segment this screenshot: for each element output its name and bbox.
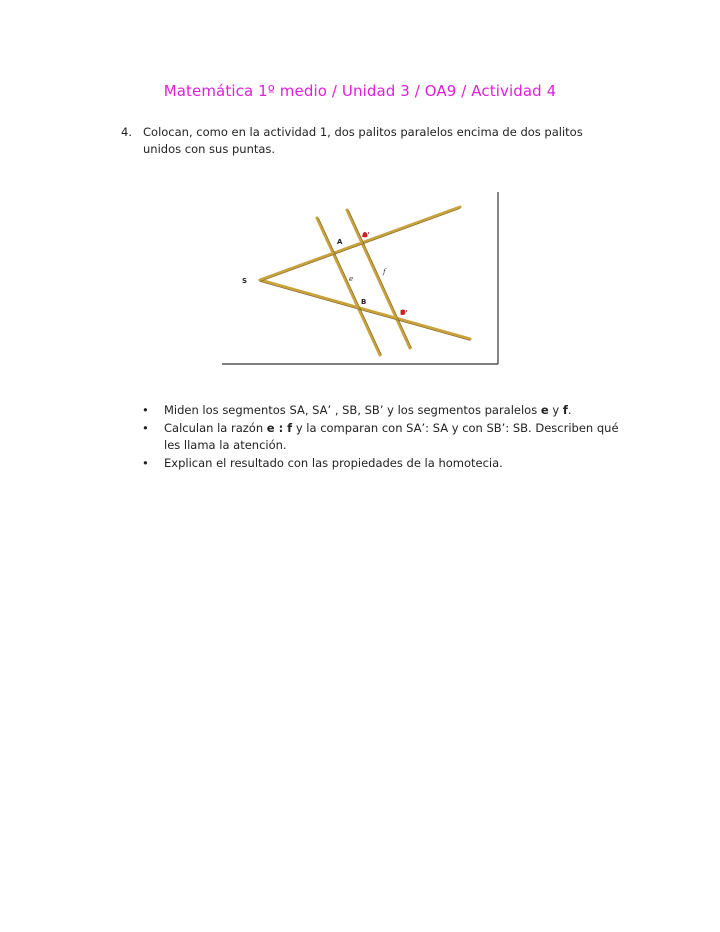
- page-title: Matemática 1º medio / Unidad 3 / OA9 / Actividad 4: [163, 82, 557, 100]
- bullet-text: Miden los segmentos SA, SA’ , SB, SB’ y los segmentos paralelos: [164, 403, 541, 417]
- label-b-prime: B': [400, 309, 408, 317]
- label-b: B: [361, 298, 367, 306]
- sticks: [260, 207, 470, 355]
- bullet-dot: •: [142, 456, 149, 470]
- label-a-prime: A': [362, 231, 370, 239]
- instructions-list: [140, 402, 620, 473]
- bold-f: f: [562, 403, 568, 417]
- bullet-dot: •: [142, 403, 149, 417]
- activity-item: [121, 124, 601, 158]
- label-a: A: [337, 238, 343, 246]
- label-s: S: [242, 277, 248, 285]
- label-e: e: [349, 275, 354, 283]
- bullet-text: y: [548, 403, 563, 417]
- bullet-dot: •: [142, 421, 149, 435]
- stick-lower: [260, 280, 470, 339]
- activity-number: 4.: [121, 125, 132, 139]
- bold-ratio: e : f: [266, 421, 293, 435]
- list-item: [140, 402, 620, 419]
- bullet-text: Calculan la razón: [164, 421, 267, 435]
- bullet-text: Explican el resultado con las propiedades de la homotecia.: [164, 456, 503, 470]
- stick-parallel-f: [347, 210, 410, 348]
- list-item: [140, 420, 620, 454]
- bullet-text: y la comparan con SA’: SA y con SB’: SB. Describen qué les llama la atención.: [164, 421, 619, 452]
- activity-text: Colocan, como en la actividad 1, dos palitos paralelos encima de dos palitos unidos con sus puntas.: [143, 125, 583, 156]
- label-f: f: [383, 268, 386, 276]
- bullet-text: .: [567, 403, 572, 417]
- bold-e: e: [540, 403, 549, 417]
- stick-upper: [260, 207, 460, 280]
- list-item: [140, 455, 620, 472]
- sticks-figure: [220, 190, 502, 368]
